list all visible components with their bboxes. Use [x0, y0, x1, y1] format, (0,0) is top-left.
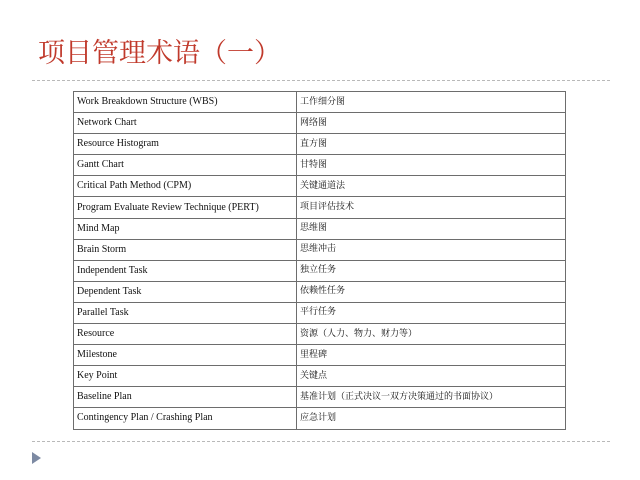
title-divider [32, 80, 610, 81]
term-chinese: 思维图 [297, 218, 566, 239]
term-chinese: 项目评估技术 [297, 197, 566, 218]
term-english: Gantt Chart [74, 155, 297, 176]
term-english: Independent Task [74, 260, 297, 281]
table-row [74, 302, 566, 323]
table-row [74, 345, 566, 366]
term-english: Critical Path Method (CPM) [74, 176, 297, 197]
table-row [74, 324, 566, 345]
term-chinese: 思维冲击 [297, 239, 566, 260]
term-chinese: 直方图 [297, 134, 566, 155]
term-chinese: 关键点 [297, 366, 566, 387]
term-chinese: 工作细分图 [297, 92, 566, 113]
term-chinese: 依赖性任务 [297, 281, 566, 302]
term-english: Resource Histogram [74, 134, 297, 155]
term-english: Contingency Plan / Crashing Plan [74, 408, 297, 429]
term-chinese: 里程碑 [297, 345, 566, 366]
table-row [74, 155, 566, 176]
term-english: Brain Storm [74, 239, 297, 260]
term-chinese: 基准计划（正式决议一双方决策通过的书面协议） [297, 387, 566, 408]
term-chinese: 资源（人力、物力、财力等） [297, 324, 566, 345]
table-row [74, 218, 566, 239]
table-row [74, 366, 566, 387]
table-row [74, 197, 566, 218]
term-english: Milestone [74, 345, 297, 366]
term-chinese: 网络图 [297, 113, 566, 134]
term-chinese: 甘特图 [297, 155, 566, 176]
table-row [74, 176, 566, 197]
term-english: Dependent Task [74, 281, 297, 302]
term-english: Baseline Plan [74, 387, 297, 408]
table-row [74, 92, 566, 113]
triangle-right-icon[interactable] [32, 452, 41, 464]
term-english: Program Evaluate Review Technique (PERT) [74, 197, 297, 218]
term-chinese: 独立任务 [297, 260, 566, 281]
footer-divider [32, 441, 610, 442]
table-row [74, 134, 566, 155]
term-english: Work Breakdown Structure (WBS) [74, 92, 297, 113]
slide-title: 项目管理术语（一） [38, 38, 281, 69]
term-english: Key Point [74, 366, 297, 387]
term-english: Mind Map [74, 218, 297, 239]
term-english: Network Chart [74, 113, 297, 134]
term-english: Resource [74, 324, 297, 345]
table-row [74, 260, 566, 281]
term-chinese: 应急计划 [297, 408, 566, 429]
table-row [74, 408, 566, 429]
terms-table [73, 91, 566, 430]
table-row [74, 239, 566, 260]
term-english: Parallel Task [74, 302, 297, 323]
table-row [74, 281, 566, 302]
table-row [74, 387, 566, 408]
term-chinese: 关键通道法 [297, 176, 566, 197]
table-row [74, 113, 566, 134]
term-chinese: 平行任务 [297, 302, 566, 323]
